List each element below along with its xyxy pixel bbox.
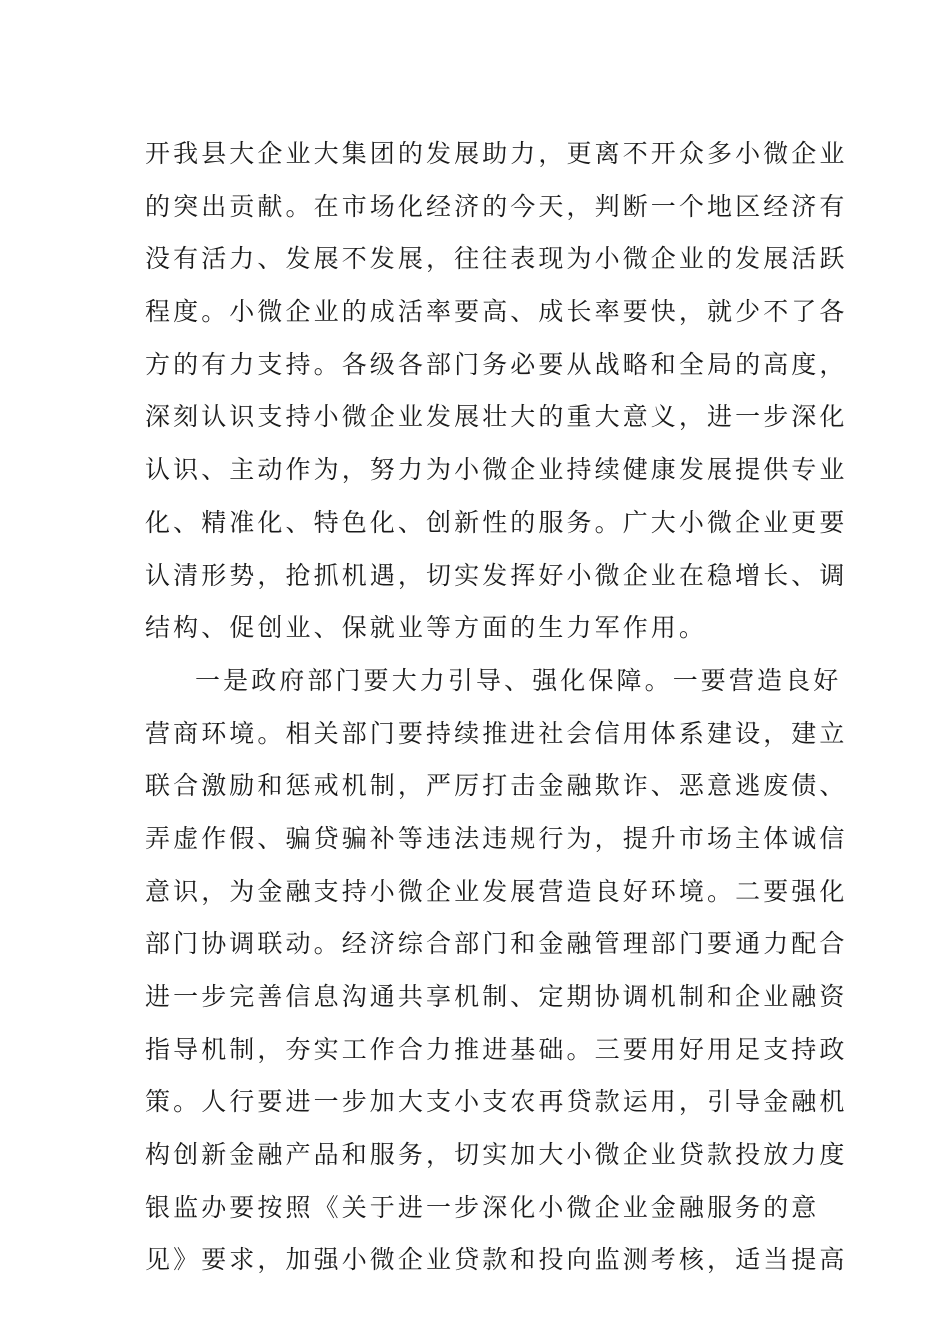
- text-line: 结构、促创业、保就业等方面的生力军作用。: [145, 613, 708, 643]
- text-line: 深刻认识支持小微企业发展壮大的重大意义，进一步深化: [145, 402, 848, 432]
- text-line: 没有活力、发展不发展，往往表现为小微企业的发展活跃: [145, 244, 848, 274]
- text-line: 程度。小微企业的成活率要高、成长率要快，就少不了各: [145, 297, 848, 327]
- text-line: 认识、主动作为，努力为小微企业持续健康发展提供专业: [145, 455, 848, 485]
- text-line: 弄虚作假、骗贷骗补等违法违规行为，提升市场主体诚信: [145, 823, 848, 853]
- body-text: [145, 128, 848, 1287]
- text-line: 见》要求，加强小微企业贷款和投向监测考核，适当提高: [145, 1245, 848, 1275]
- paragraph-2: [145, 655, 848, 1287]
- text-line: 联合激励和惩戒机制，严厉打击金融欺诈、恶意逃废债、: [145, 771, 848, 801]
- text-line: 营商环境。相关部门要持续推进社会信用体系建设，建立: [145, 718, 848, 748]
- text-line: 开我县大企业大集团的发展助力，更离不开众多小微企业: [145, 139, 848, 168]
- text-line: 意识，为金融支持小微企业发展营造良好环境。二要强化: [145, 876, 848, 906]
- text-line: 指导机制，夯实工作合力推进基础。三要用好用足支持政: [145, 1034, 848, 1064]
- text-line: 的突出贡献。在市场化经济的今天，判断一个地区经济有: [145, 191, 848, 221]
- text-line: 一是政府部门要大力引导、强化保障。一要营造良好: [195, 665, 842, 695]
- text-line: 认清形势，抢抓机遇，切实发挥好小微企业在稳增长、调: [145, 560, 848, 590]
- text-line: 方的有力支持。各级各部门务必要从战略和全局的高度，: [145, 349, 848, 379]
- text-line: 化、精准化、特色化、创新性的服务。广大小微企业更要: [145, 507, 848, 537]
- text-line: 构创新金融产品和服务，切实加大小微企业贷款投放力度: [145, 1140, 848, 1170]
- text-line: 银监办要按照《关于进一步深化小微企业金融服务的意: [145, 1192, 820, 1222]
- text-line: 部门协调联动。经济综合部门和金融管理部门要通力配合: [145, 929, 848, 959]
- text-line: 进一步完善信息沟通共享机制、定期协调机制和企业融资: [145, 982, 848, 1011]
- paragraph-1: [145, 128, 848, 655]
- text-line: 策。人行要进一步加大支小支农再贷款运用，引导金融机: [145, 1087, 848, 1117]
